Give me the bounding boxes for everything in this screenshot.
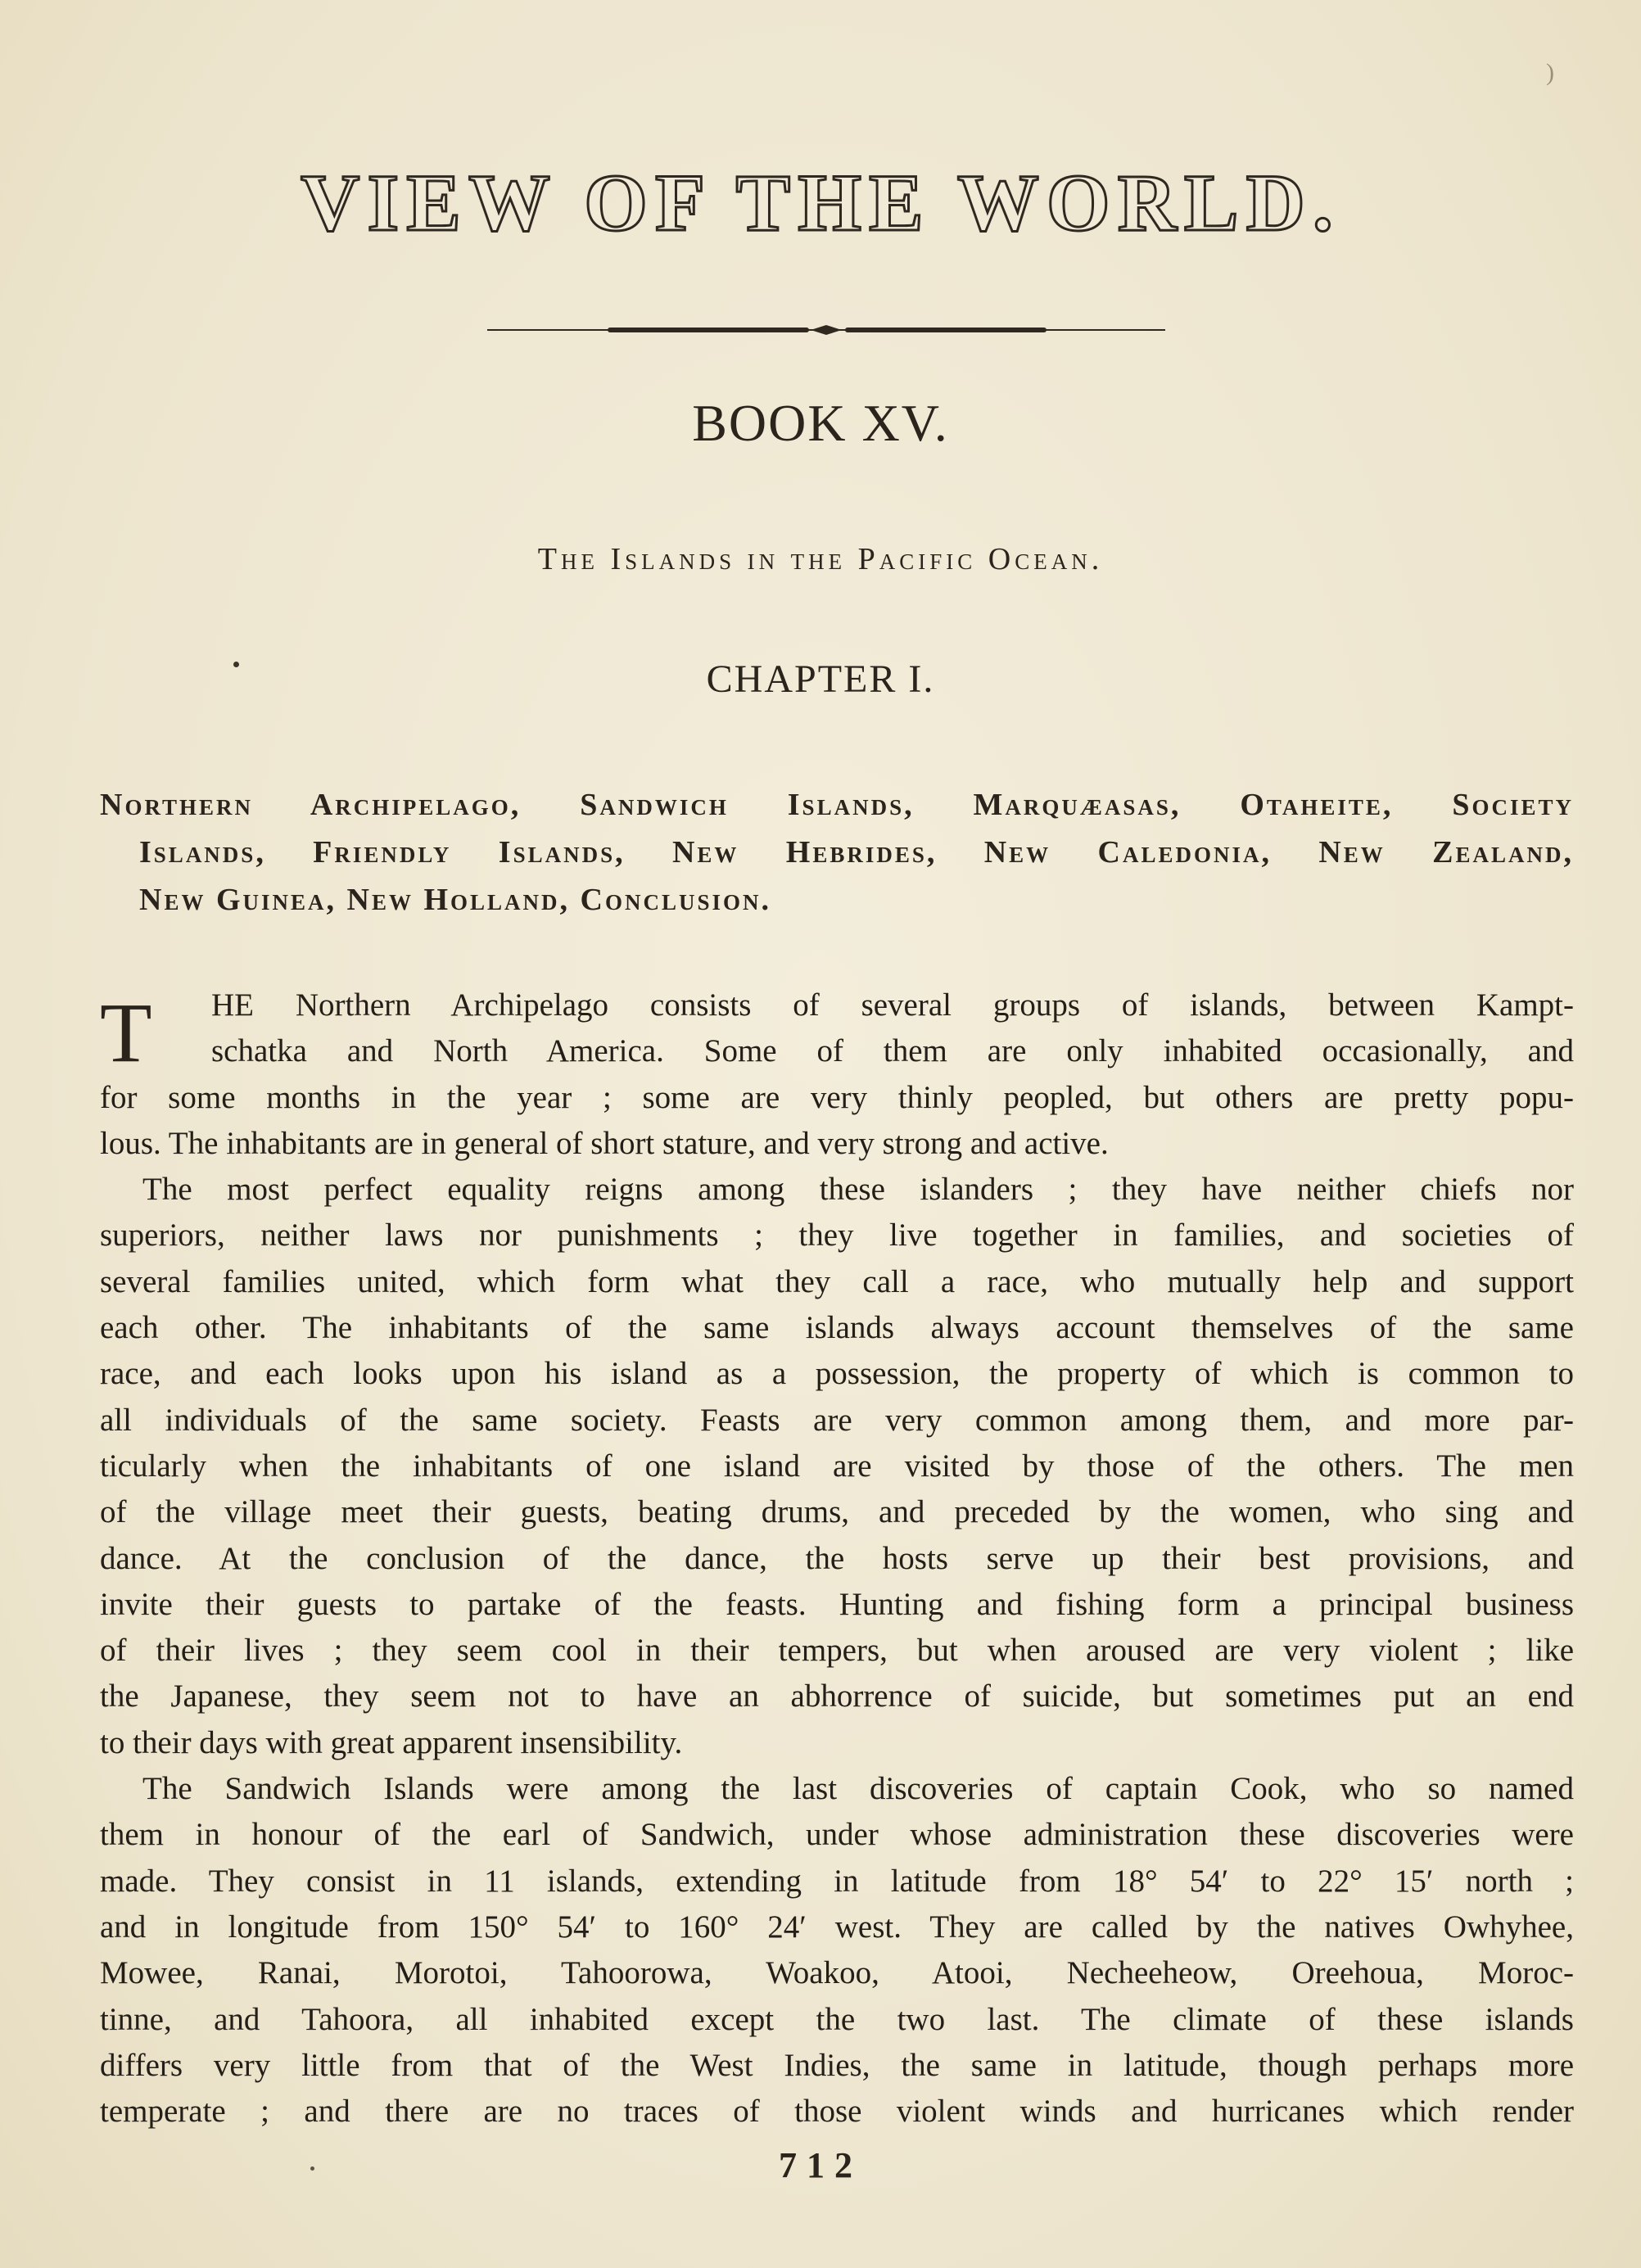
text-line: race, and each looks upon his island as a possession, the property of which is common to — [100, 1356, 1574, 1392]
text-line: several families united, which form what they call a race, who mutually help and support — [100, 1263, 1574, 1299]
text-line: superiors, neither laws nor punishments ; they live together in families, and societies of — [100, 1218, 1574, 1254]
chapter-heading: CHAPTER I. — [706, 657, 935, 701]
text-line: dance. At the conclusion of the dance, the hosts serve up their best provisions, and — [100, 1540, 1574, 1576]
running-title: VIEW OF THE WORLD. — [301, 157, 1340, 248]
text-line: HE Northern Archipelago consists of several groups of islands, between Kampt- — [211, 987, 1574, 1023]
chapter-summary — [100, 781, 1574, 924]
text-line: for some months in the year ; some are very thinly peopled, but others are pretty popu- — [100, 1079, 1574, 1115]
text-line: the Japanese, they seem not to have an abhorrence of suicide, but sometimes put an end — [100, 1678, 1574, 1715]
text-line: tinne, and Tahoora, all inhabited except the two last. The climate of these islands — [100, 2001, 1574, 2037]
text-line: to their days with great apparent insensibility. — [100, 1724, 683, 1760]
summary-line: Northern Archipelago, Sandwich Islands, Marquæasas, Otaheite, Society — [100, 788, 1574, 822]
ornamental-rule — [487, 324, 1165, 336]
text-line: differs very little from that of the West Indies, the same in latitude, though perhaps more — [100, 2047, 1574, 2083]
text-line: invite their guests to partake of the feasts. Hunting and fishing form a principal business — [100, 1586, 1574, 1622]
text-line: them in honour of the earl of Sandwich, under whose administration these discoveries were — [100, 1817, 1574, 1853]
part-title: The Islands in the Pacific Ocean. — [537, 542, 1104, 576]
book-heading: BOOK XV. — [692, 394, 949, 452]
summary-line: New Guinea, New Holland, Conclusion. — [139, 883, 772, 917]
text-line: Mowee, Ranai, Morotoi, Tahoorowa, Woakoo, Atooi, Necheeheow, Oreehoua, Moroc- — [100, 1955, 1574, 1991]
drop-cap: T — [100, 986, 152, 1080]
summary-line: Islands, Friendly Islands, New Hebrides, New Caledonia, New Zealand, — [139, 835, 1574, 870]
text-line: schatka and North America. Some of them are only inhabited occasionally, and — [211, 1033, 1574, 1069]
body-text — [100, 983, 1574, 2135]
text-line: of their lives ; they seem cool in their tempers, but when aroused are very violent ; like — [100, 1633, 1574, 1669]
text-line: each other. The inhabitants of the same islands always account themselves of the same — [100, 1310, 1574, 1346]
page-number: 712 — [779, 2145, 862, 2185]
text-line: all individuals of the same society. Feasts are very common among them, and more par- — [100, 1402, 1574, 1438]
page-corner-mark: ) — [1546, 59, 1554, 86]
text-line: made. They consist in 11 islands, extending in latitude from 18° 54′ to 22° 15′ north ; — [100, 1863, 1574, 1899]
text-line: lous. The inhabitants are in general of short stature, and very strong and active. — [100, 1125, 1109, 1161]
text-line: of the village meet their guests, beating drums, and preceded by the women, who sing and — [100, 1494, 1574, 1530]
text-line: temperate ; and there are no traces of those violent winds and hurricanes which render — [100, 2094, 1574, 2130]
text-line: The Sandwich Islands were among the last discoveries of captain Cook, who so named — [142, 1771, 1574, 1807]
text-line: and in longitude from 150° 54′ to 160° 24′ west. They are called by the natives Owhyhee, — [100, 1909, 1574, 1945]
text-line: The most perfect equality reigns among these islanders ; they have neither chiefs nor — [142, 1172, 1574, 1208]
text-line: ticularly when the inhabitants of one island are visited by those of the others. The men — [100, 1448, 1574, 1484]
